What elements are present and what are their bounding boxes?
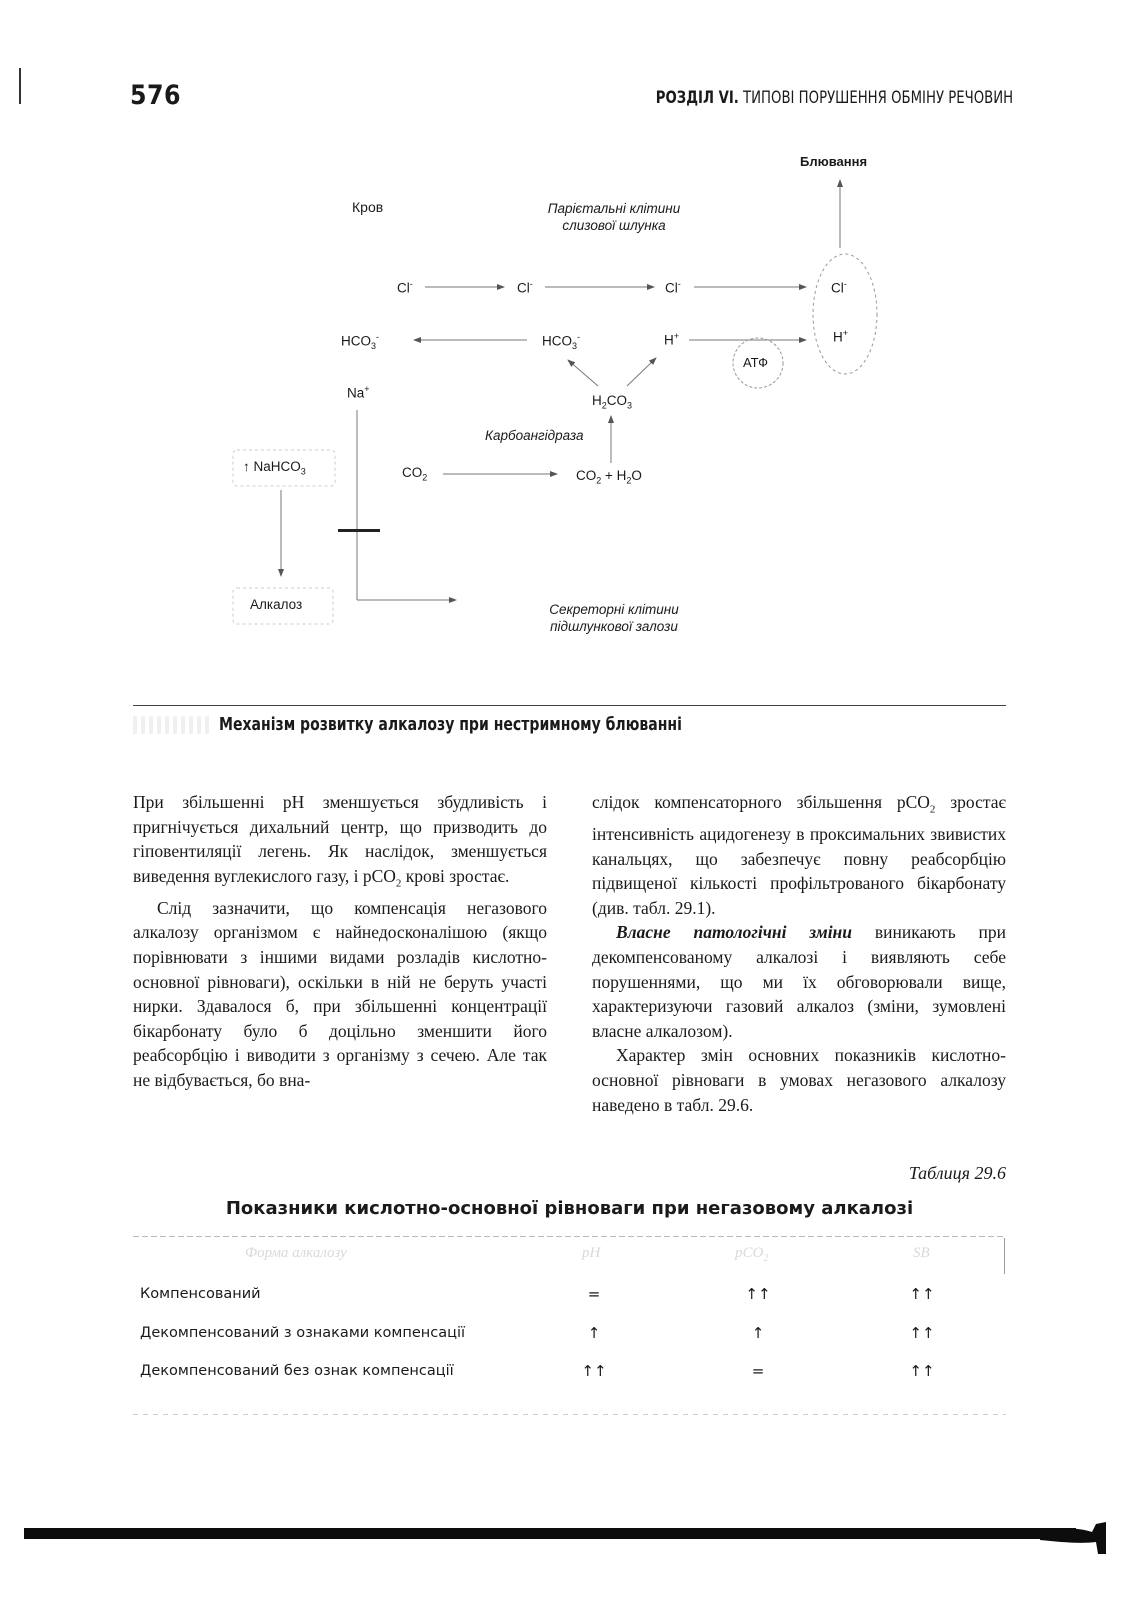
blocker-bar (338, 529, 380, 532)
text-column-left (133, 790, 547, 1093)
cl-cell: Cl- (517, 279, 533, 296)
paragraph: слідок компенсаторного збільшення pCO$_2$ зростає інтенсивність ацидогенезу в проксимальних звивистих канальцях, що забезпечує повну реабсорбцію підвищеної кількості профільтрованого бікарбонату (див. табл. 29.1). (592, 792, 1006, 918)
co2-label: $CO_2$ (402, 465, 428, 483)
table-header-pco2: pCO$_2$ (735, 1245, 769, 1264)
h-lumen: H+ (833, 328, 849, 345)
cl-lumen: Cl- (831, 279, 847, 296)
alkalosis-label: Алкалоз (250, 597, 303, 612)
text-column-right (592, 790, 1006, 1117)
table-title: Показники кислотно-основної рівноваги при негазовому алкалозі (225, 1198, 914, 1219)
cl-blood: Cl- (397, 279, 413, 296)
paragraph: Слід зазначити, що компенсація негазового алкалозу організмом є найнедосконалішою (якщо порівнювати з іншими видами розладів кислотно-основної рівноваги), оскільки в ній не беруть участі нирки. Здавалося б, при збільшенні концентрації бікарбонату було б доцільно зменшити його реабсорбцію і виводити з організму з сечею. Але так не відбувається, бо вна- (133, 897, 547, 1091)
blood-label: Кров (352, 199, 384, 215)
table-cell-sb: ↑↑ (909, 1362, 935, 1380)
h2co3-label: $H_2CO_3$ (592, 393, 633, 411)
page-number: 576 (130, 80, 181, 111)
figure-caption: Механізм розвитку алкалозу при нестримному блюванні (219, 714, 682, 735)
paragraph: Власне патологічні зміни виникають при декомпенсованому алкалозі і виявляють себе порушеннями, що ми їх обговорювали вище, характеризуючи газовий алкалоз (зміни, зумовлені власне алкалозом). (592, 922, 1006, 1041)
table-cell-sb: ↑↑ (909, 1285, 935, 1303)
co2-h2o-label: $CO_2 + H_2O$ (576, 468, 642, 486)
cl-apical: Cl- (665, 279, 681, 296)
nahco3-label: ↑ NaHCO$_3$ (243, 459, 306, 477)
section-number: РОЗДІЛ VI. (655, 88, 739, 108)
emphasis: Власне патологічні зміни (616, 922, 853, 943)
table-label: Таблиця 29.6 (908, 1163, 1006, 1183)
table-row-label: Декомпенсований без ознак компенсації (140, 1363, 454, 1379)
table-cell-ph: ↑↑ (581, 1362, 607, 1380)
hco3-cell: $HCO_3^-$ (542, 332, 581, 352)
table-top-border (133, 1236, 1006, 1237)
arrow-h2co3-to-hco3 (568, 360, 598, 386)
hco3-blood: $HCO_3^-$ (341, 332, 380, 352)
h-cell: H+ (664, 331, 680, 348)
table-cell-pco2: ↑↑ (745, 1285, 771, 1303)
section-title: ТИПОВІ ПОРУШЕННЯ ОБМІНУ РЕЧОВИН (738, 88, 1013, 108)
secretory-line-1: Секреторні клітини (549, 602, 679, 617)
table-right-border (1004, 1238, 1005, 1274)
table-cell-pco2: ↑ (751, 1324, 765, 1342)
table-row-label: Декомпенсований з ознаками компенсації (140, 1325, 466, 1341)
scan-edge-bar (24, 1528, 1076, 1539)
table-cell-sb: ↑↑ (909, 1324, 935, 1342)
table-bottom-border (133, 1414, 1006, 1415)
secretory-cells-label (520, 601, 708, 635)
paragraph: При збільшенні pH зменшується збудливість і пригнічується дихальний центр, що призводить до гіповентиляції легень. Як наслідок, зменшується виведення вуглекислого газу, і pCO$_2$ крові зростає. (133, 792, 547, 890)
table-cell-ph: = (587, 1285, 601, 1303)
table-row-label: Компенсований (140, 1286, 261, 1302)
table-header-form: Форма алкалозу (245, 1245, 347, 1261)
table-cell-pco2: = (751, 1362, 765, 1380)
figure-diagram (0, 0, 1139, 700)
table-header-sb: SB (913, 1245, 930, 1261)
paragraph: Характер змін основних показників кислотно-основної рівноваги в умовах негазового алкалозу наведено в табл. 29.6. (592, 1045, 1006, 1115)
parietal-line-2: слизової шлунка (562, 218, 666, 233)
atf-label: АТФ (743, 355, 769, 370)
up-arrow-icon: ↑ (243, 459, 250, 474)
scan-edge-artifact (1040, 1516, 1110, 1556)
parietal-line-1: Парієтальні клітини (547, 201, 681, 216)
carbonic-anhydrase-label: Карбоангідраза (485, 428, 584, 443)
caption-divider (133, 705, 1006, 706)
secretory-line-2: підшлункової залози (550, 619, 678, 634)
stomach-lumen-oval (813, 254, 877, 374)
na-label: Na+ (347, 384, 370, 401)
table-header-ph: pH (582, 1245, 601, 1261)
caption-marker (133, 716, 211, 734)
arrow-h2co3-to-h (627, 358, 656, 386)
parietal-cells-label (520, 200, 708, 234)
table-cell-ph: ↑ (587, 1324, 601, 1342)
vomiting-label: Блювання (800, 154, 868, 169)
